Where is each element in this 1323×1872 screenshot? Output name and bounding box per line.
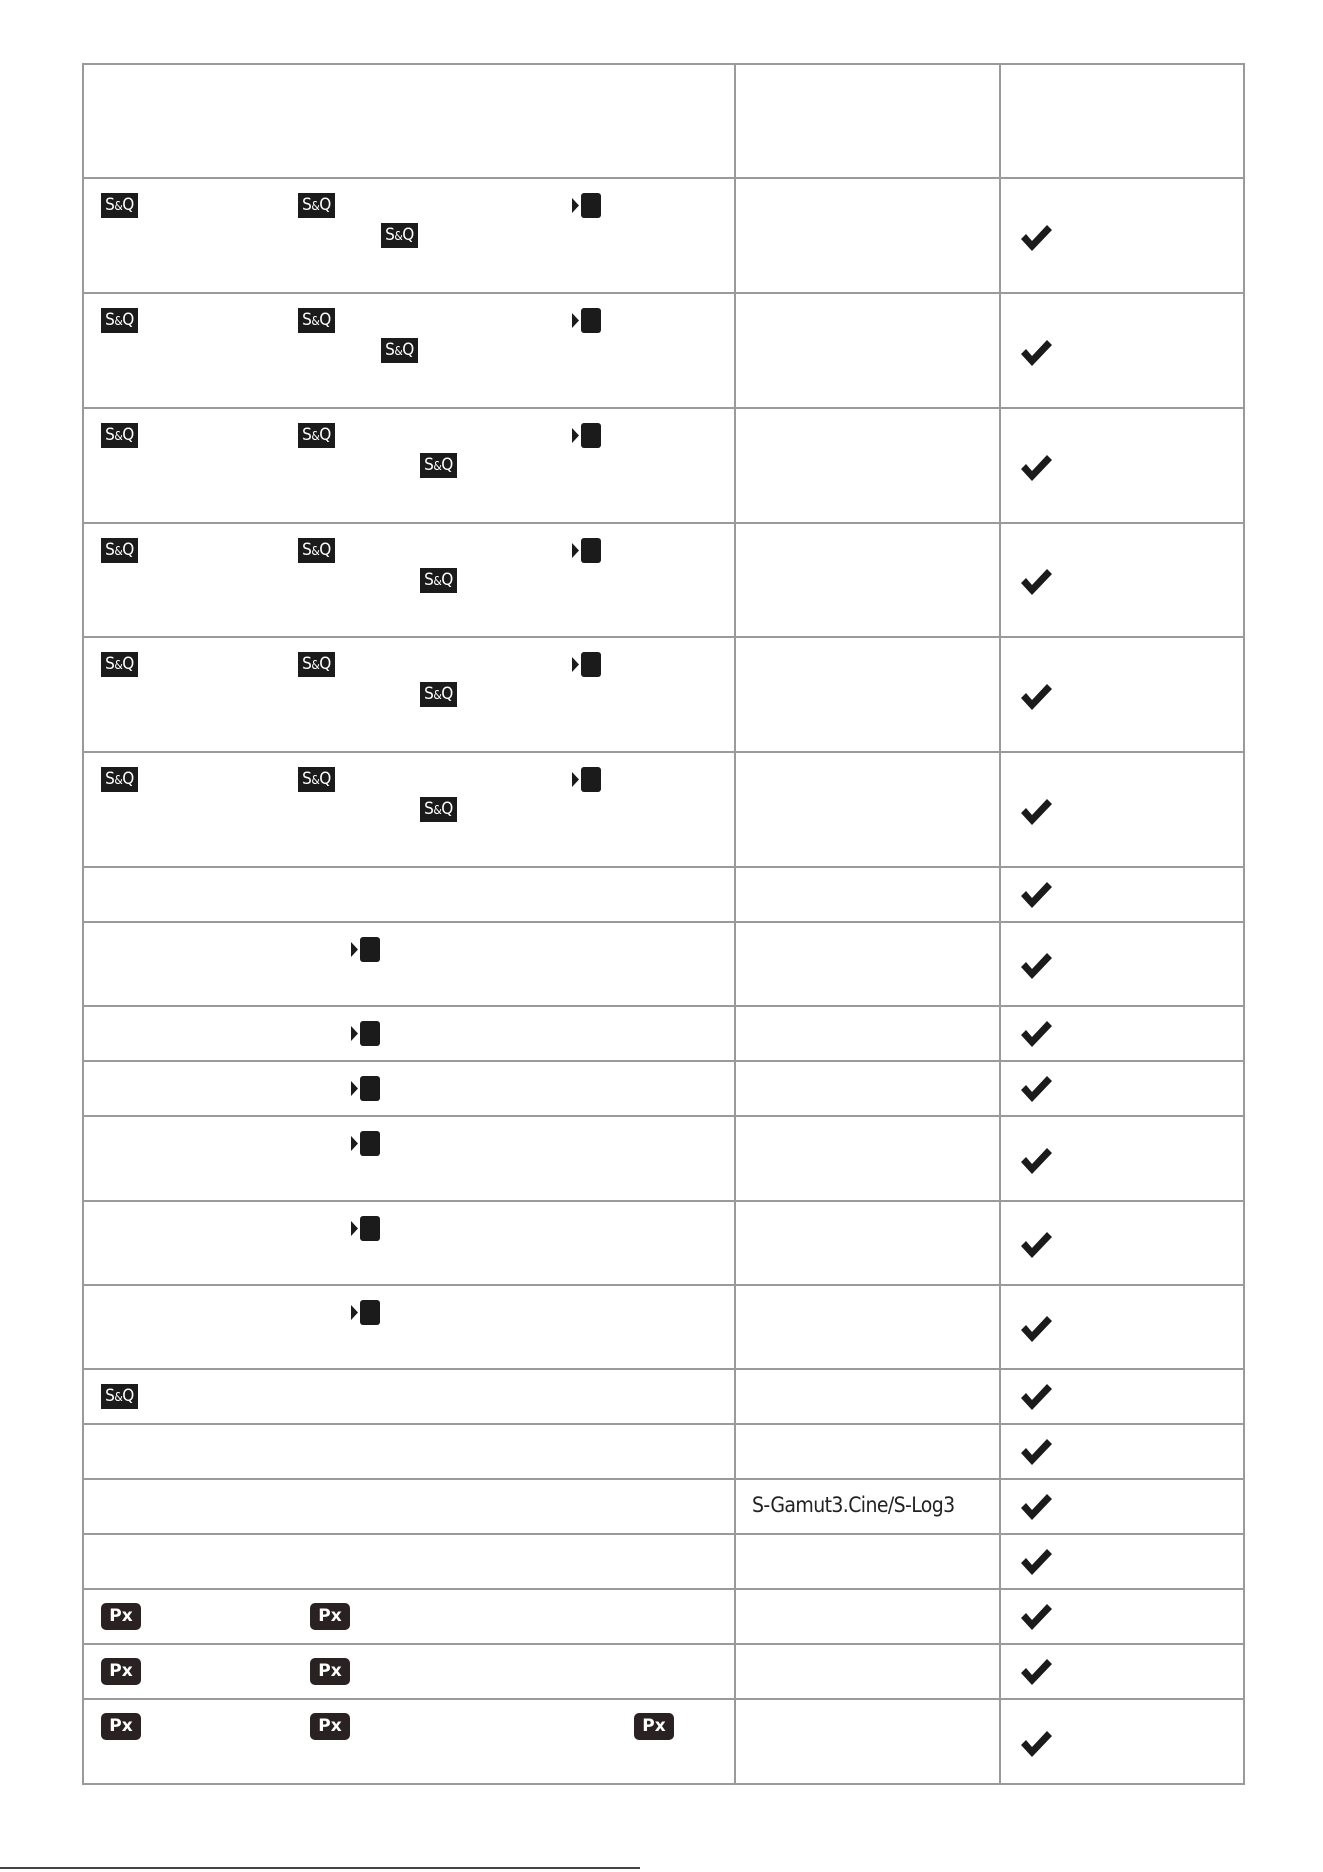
sq-mode-icon: S&Q <box>101 308 138 333</box>
check-icon <box>1019 338 1053 368</box>
sq-mode-icon: S&Q <box>101 193 138 218</box>
table-row <box>83 1424 1244 1479</box>
row-setting-cell <box>735 1061 1000 1116</box>
check-icon <box>1019 682 1053 712</box>
check-icon <box>1019 1382 1053 1412</box>
row-label-cell <box>83 1534 735 1589</box>
table-row <box>83 1285 1244 1369</box>
px-icon: Px <box>310 1713 350 1740</box>
table-row <box>83 293 1244 408</box>
sq-mode-icon: S&Q <box>298 767 335 792</box>
table-row <box>83 1116 1244 1201</box>
row-check-cell <box>1000 922 1244 1006</box>
row-label-cell <box>83 1699 735 1784</box>
row-setting-cell <box>735 867 1000 922</box>
sq-mode-icon: S&Q <box>420 568 457 593</box>
row-label-cell <box>83 1589 735 1644</box>
header-cell-1 <box>83 64 735 178</box>
row-label-cell <box>83 1479 735 1534</box>
row-setting-cell <box>735 1006 1000 1061</box>
row-check-cell <box>1000 1589 1244 1644</box>
check-icon <box>1019 453 1053 483</box>
sq-mode-icon: S&Q <box>381 223 418 248</box>
row-check-cell <box>1000 1424 1244 1479</box>
movie-icon <box>351 1021 381 1046</box>
sq-mode-icon: S&Q <box>101 767 138 792</box>
movie-icon <box>572 538 602 563</box>
row-label-cell <box>83 523 735 637</box>
sq-mode-icon: S&Q <box>298 308 335 333</box>
table-row <box>83 752 1244 867</box>
check-icon <box>1019 1657 1053 1687</box>
px-icon: Px <box>101 1713 141 1740</box>
row-setting-cell <box>735 1369 1000 1424</box>
px-icon: Px <box>634 1713 674 1740</box>
row-setting-cell <box>735 1201 1000 1285</box>
movie-icon <box>572 767 602 792</box>
check-icon <box>1019 567 1053 597</box>
table-row <box>83 1589 1244 1644</box>
check-icon <box>1019 1146 1053 1176</box>
check-icon <box>1019 1437 1053 1467</box>
movie-icon <box>572 193 602 218</box>
row-check-cell <box>1000 1699 1244 1784</box>
table-header-row <box>83 64 1244 178</box>
movie-icon <box>351 1216 381 1241</box>
row-setting-cell <box>735 293 1000 408</box>
table-row <box>83 408 1244 523</box>
table-row <box>83 1369 1244 1424</box>
px-icon: Px <box>310 1603 350 1630</box>
check-icon <box>1019 1019 1053 1049</box>
row-label-cell <box>83 178 735 293</box>
row-label-cell <box>83 1201 735 1285</box>
row-check-cell <box>1000 1285 1244 1369</box>
sq-mode-icon: S&Q <box>298 652 335 677</box>
sq-mode-icon: S&Q <box>381 338 418 363</box>
sq-mode-icon: S&Q <box>298 423 335 448</box>
row-check-cell <box>1000 1061 1244 1116</box>
row-label-cell <box>83 1285 735 1369</box>
movie-icon <box>572 652 602 677</box>
row-label-cell <box>83 1006 735 1061</box>
check-icon <box>1019 1074 1053 1104</box>
row-setting-cell <box>735 1285 1000 1369</box>
row-setting-cell <box>735 1644 1000 1699</box>
sq-mode-icon: S&Q <box>298 538 335 563</box>
sq-mode-icon: S&Q <box>420 682 457 707</box>
row-check-cell <box>1000 1116 1244 1201</box>
sq-mode-icon: S&Q <box>101 538 138 563</box>
row-check-cell <box>1000 408 1244 523</box>
spec-table <box>82 63 1245 1785</box>
px-icon: Px <box>101 1658 141 1685</box>
row-setting-cell <box>735 922 1000 1006</box>
table-row <box>83 1061 1244 1116</box>
table-row <box>83 523 1244 637</box>
table-row <box>83 637 1244 752</box>
row-label-cell <box>83 408 735 523</box>
row-check-cell <box>1000 1201 1244 1285</box>
movie-icon <box>351 1076 381 1101</box>
sq-mode-icon: S&Q <box>101 1384 138 1409</box>
row-check-cell <box>1000 1644 1244 1699</box>
row-setting-cell <box>735 523 1000 637</box>
row-check-cell <box>1000 1006 1244 1061</box>
row-setting-cell <box>735 1116 1000 1201</box>
check-icon <box>1019 1230 1053 1260</box>
sq-mode-icon: S&Q <box>420 453 457 478</box>
sq-mode-icon: S&Q <box>101 652 138 677</box>
row-setting-cell <box>735 1534 1000 1589</box>
row-check-cell <box>1000 867 1244 922</box>
row-label-cell <box>83 1061 735 1116</box>
table-row <box>83 1699 1244 1784</box>
movie-icon <box>351 1131 381 1156</box>
movie-icon <box>572 423 602 448</box>
check-icon <box>1019 1492 1053 1522</box>
table-row <box>83 178 1244 293</box>
header-cell-3 <box>1000 64 1244 178</box>
row-setting-cell <box>735 752 1000 867</box>
row-setting-cell <box>735 178 1000 293</box>
row-label-cell <box>83 1424 735 1479</box>
row-setting-cell <box>735 637 1000 752</box>
table-row <box>83 1201 1244 1285</box>
table-row <box>83 1644 1244 1699</box>
table-row <box>83 1534 1244 1589</box>
row-check-cell <box>1000 1534 1244 1589</box>
table-row <box>83 922 1244 1006</box>
check-icon <box>1019 951 1053 981</box>
row-check-cell <box>1000 752 1244 867</box>
color-profile-label: S-Gamut3.Cine/S-Log3 <box>752 1493 955 1517</box>
row-label-cell <box>83 293 735 408</box>
table-row <box>83 867 1244 922</box>
row-label-cell <box>83 867 735 922</box>
movie-icon <box>351 937 381 962</box>
px-icon: Px <box>310 1658 350 1685</box>
row-label-cell <box>83 922 735 1006</box>
sq-mode-icon: S&Q <box>420 797 457 822</box>
sq-mode-icon: S&Q <box>101 423 138 448</box>
row-setting-cell <box>735 1589 1000 1644</box>
row-label-cell <box>83 637 735 752</box>
check-icon <box>1019 1547 1053 1577</box>
header-cell-2 <box>735 64 1000 178</box>
page-bottom-rule <box>0 1867 640 1869</box>
row-setting-cell <box>735 1699 1000 1784</box>
table-row <box>83 1006 1244 1061</box>
table-body <box>83 178 1244 1784</box>
check-icon <box>1019 1602 1053 1632</box>
row-label-cell <box>83 1116 735 1201</box>
row-setting-cell <box>735 1479 1000 1534</box>
row-label-cell <box>83 1369 735 1424</box>
check-icon <box>1019 1729 1053 1759</box>
table-row <box>83 1479 1244 1534</box>
sq-mode-icon: S&Q <box>298 193 335 218</box>
check-icon <box>1019 880 1053 910</box>
spec-table-page <box>82 63 1243 1785</box>
check-icon <box>1019 1314 1053 1344</box>
row-setting-cell <box>735 1424 1000 1479</box>
check-icon <box>1019 223 1053 253</box>
row-check-cell <box>1000 293 1244 408</box>
row-check-cell <box>1000 1479 1244 1534</box>
row-check-cell <box>1000 1369 1244 1424</box>
row-setting-cell <box>735 408 1000 523</box>
row-label-cell <box>83 752 735 867</box>
check-icon <box>1019 797 1053 827</box>
px-icon: Px <box>101 1603 141 1630</box>
movie-icon <box>351 1300 381 1325</box>
row-label-cell <box>83 1644 735 1699</box>
movie-icon <box>572 308 602 333</box>
row-check-cell <box>1000 637 1244 752</box>
row-check-cell <box>1000 523 1244 637</box>
row-check-cell <box>1000 178 1244 293</box>
